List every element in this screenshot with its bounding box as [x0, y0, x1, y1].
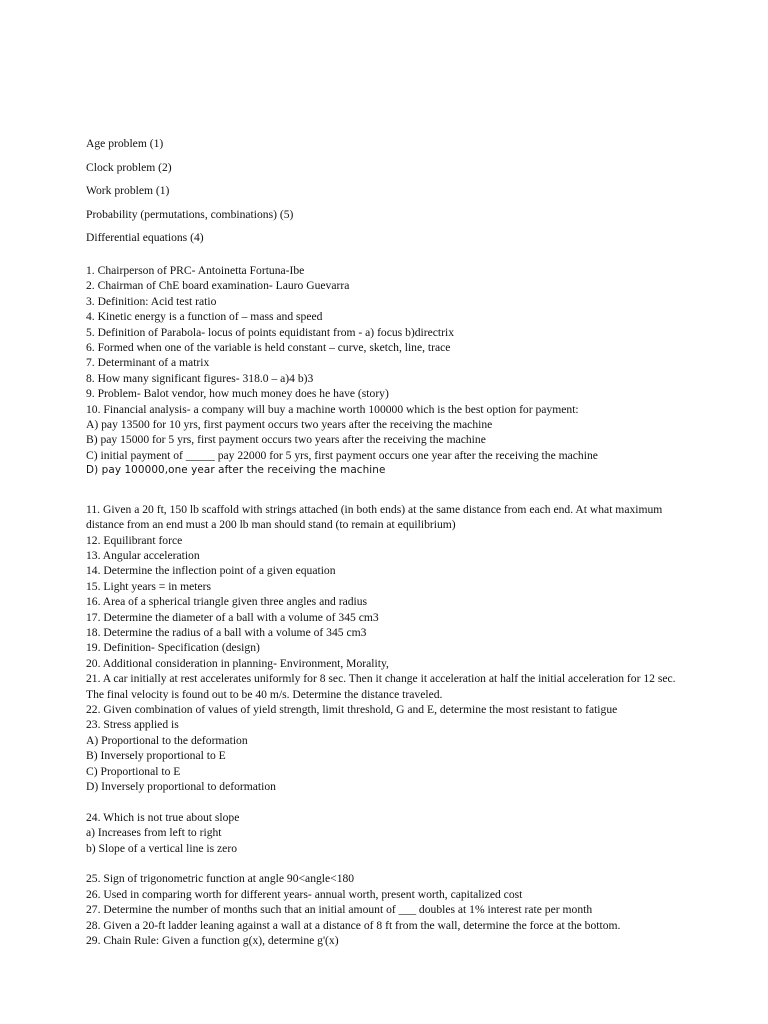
question-line: 18. Determine the radius of a ball with a volume of 345 cm3 [86, 625, 367, 639]
question-line: 19. Definition- Specification (design) [86, 641, 260, 655]
question-line: 16. Area of a spherical triangle given three angles and radius [86, 595, 368, 609]
question-line: 22. Given combination of values of yield strength, limit threshold, G and E, determine the most resistant to fatigue [86, 702, 618, 716]
question-line: 23. Stress applied is [86, 718, 179, 732]
topic-item: Probability (permutations, combinations) (5) [86, 207, 294, 221]
question-line: 7. Determinant of a matrix [86, 356, 210, 370]
question-line: 17. Determine the diameter of a ball with a volume of 345 cm3 [86, 610, 379, 624]
answer-option: B) pay 15000 for 5 yrs, first payment occurs two years after the receiving the machine [86, 433, 486, 447]
answer-option: A) pay 13500 for 10 yrs, first payment occurs two years after the receiving the machine [86, 418, 493, 432]
topic-item: Work problem (1) [86, 184, 170, 198]
topic-item: Differential equations (4) [86, 231, 204, 245]
question-paragraph: 11. Given a 20 ft, 150 lb scaffold with strings attached (in both ends) at the same distance from each end. At what maximum distance from an end must a 200 lb man should stand (to remain at equilibrium) [86, 502, 663, 532]
answer-option: C) Proportional to E [86, 764, 181, 778]
answer-option: a) Increases from left to right [86, 826, 222, 840]
answer-option: C) initial payment of _____ pay 22000 for 5 yrs, first payment occurs one year after the receiving the machine [86, 448, 598, 462]
question-paragraph: 21. A car initially at rest accelerates uniformly for 8 sec. Then it change it acceleration at half the initial acceleration for 12 sec. The final velocity is found out to be 40 m/s. Determine the distance traveled. [86, 672, 676, 701]
answer-option: B) Inversely proportional to E [86, 749, 226, 763]
question-line: 20. Additional consideration in planning- Environment, Morality, [86, 656, 389, 670]
topic-list [86, 136, 293, 254]
answer-option: A) Proportional to the deformation [86, 733, 248, 747]
answer-option: D) Inversely proportional to deformation [86, 780, 276, 793]
question-line: 27. Determine the number of months such that an initial amount of ___ doubles at 1% interest rate per month [86, 903, 593, 917]
question-line: 29. Chain Rule: Given a function g(x), determine g'(x) [86, 934, 339, 948]
question-line: 5. Definition of Parabola- locus of points equidistant from - a) focus b)directrix [86, 325, 455, 339]
question-line: 26. Used in comparing worth for different years- annual worth, present worth, capitalized cost [86, 887, 523, 901]
topic-item: Age problem (1) [86, 137, 164, 150]
question-line: 6. Formed when one of the variable is held constant – curve, sketch, line, trace [86, 341, 451, 355]
question-line: 12. Equilibrant force [86, 533, 183, 547]
question-line: 2. Chairman of ChE board examination- Lauro Guevarra [86, 279, 350, 293]
question-line: 1. Chairperson of PRC- Antoinetta Fortuna-Ibe [86, 264, 305, 277]
question-line: 8. How many significant figures- 318.0 – a)4 b)3 [86, 371, 314, 385]
question-line: 10. Financial analysis- a company will buy a machine worth 100000 which is the best option for payment: [86, 402, 579, 416]
question-line: 25. Sign of trigonometric function at angle 90<angle<180 [86, 872, 355, 886]
question-line: 4. Kinetic energy is a function of – mass and speed [86, 310, 323, 324]
question-line: 24. Which is not true about slope [86, 810, 240, 824]
answer-option-highlighted: D) pay 100000,one year after the receiving the machine [86, 464, 386, 477]
question-line: 13. Angular acceleration [86, 548, 200, 562]
question-line: 9. Problem- Balot vendor, how much money does he have (story) [86, 387, 389, 401]
question-line: 28. Given a 20-ft ladder leaning against a wall at a distance of 8 ft from the wall, determine the force at the bottom. [86, 918, 621, 932]
question-line: 14. Determine the inflection point of a given equation [86, 564, 336, 578]
topic-item: Clock problem (2) [86, 160, 172, 174]
question-line: 15. Light years = in meters [86, 579, 212, 593]
question-list [86, 263, 696, 948]
answer-option: b) Slope of a vertical line is zero [86, 841, 237, 855]
question-line: 3. Definition: Acid test ratio [86, 294, 217, 308]
